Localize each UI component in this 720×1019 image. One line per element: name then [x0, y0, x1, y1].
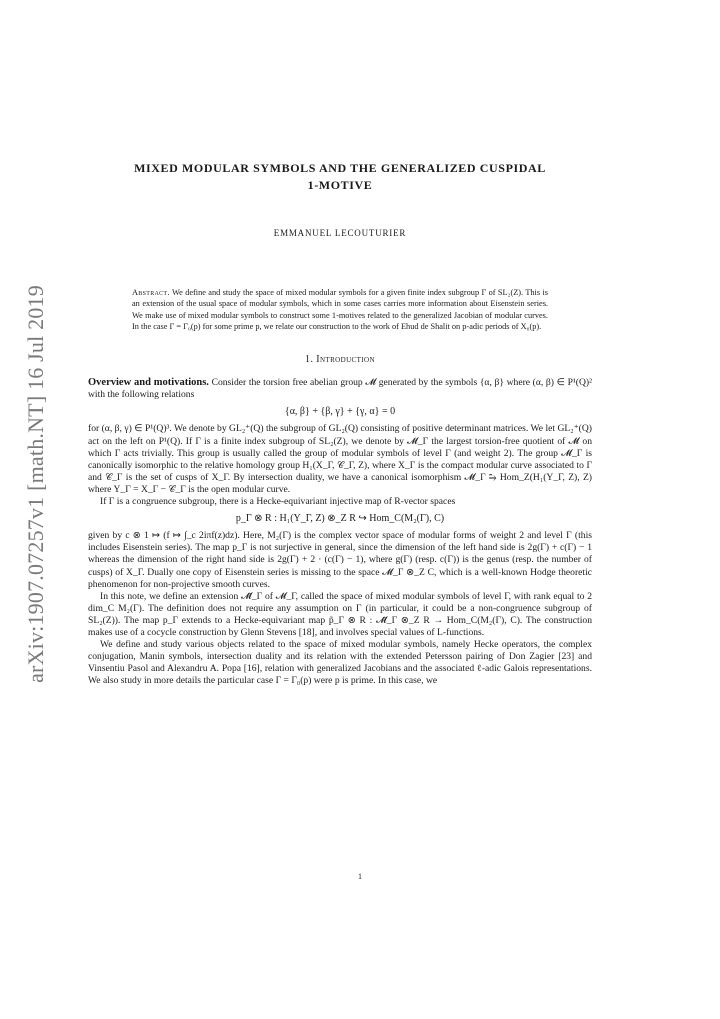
- arxiv-identifier: arXiv:1907.07257v1 [math.NT] 16 Jul 2019: [23, 285, 48, 683]
- abstract: [132, 287, 548, 332]
- equation-period-map: p_Γ ⊗ R : H₁(Y_Γ, Z) ⊗_Z R ↪ Hom_C(M₂(Γ), C): [235, 513, 445, 525]
- title-line-2: 1-MOTIVE: [307, 178, 373, 192]
- page-number: 1: [358, 872, 362, 881]
- section-heading: 1. Introduction: [305, 354, 375, 366]
- body-text: [88, 377, 592, 687]
- abstract-text: We define and study the space of mixed modular symbols for a given finite index subgroup Γ of SL₂(Z). This is an extension of the usual space of modular symbols, which in some cases carries more information about Eisenstein series. We make use of mixed modular symbols to construct some 1-motives related to the generalized Jacobian of modular curves. In the case Γ = Γ₀(p) for some prime p, we relate our construction to the work of Ehud de Shalit on p-adic periods of X₀(p).: [132, 288, 548, 331]
- author-name: EMMANUEL LECOUTURIER: [273, 228, 407, 238]
- equation-relation: {α, β} + {β, γ} + {γ, α} = 0: [284, 406, 396, 418]
- page-content: [88, 160, 592, 687]
- paper-title: [88, 160, 592, 194]
- paragraph-congruence-rest: given by c ⊗ 1 ↦ (f ↦ ∫_c 2iπf(z)dz). Here, M₂(Γ) is the complex vector space of modular forms of weight 2 and level Γ (this includes Eisenstein series). The map p_Γ is not surjective in general, since the dimension of the left hand side is 2g(Γ) + c(Γ) − 1 whereas the dimension of the right hand side is 2g(Γ) + 2 · (c(Γ) − 1), where g(Γ) (resp. c(Γ)) is the genus (resp. the number of cusps) of X_Γ. Dually one copy of Eisenstein series is missing to the space 𝓜_Γ ⊗_Z C, which is a well-known Hodge theoretic phenomenon for non-projective smooth curves.: [88, 530, 592, 590]
- paragraph-overview-intro: Consider the torsion free abelian group 𝓜 generated by the symbols {α, β} where (α, β) ∈ P¹(Q)² with the following relations: [88, 377, 593, 401]
- paragraph-congruence-intro: If Γ is a congruence subgroup, there is a Hecke-equivariant injective map of R-vector spaces: [100, 496, 456, 508]
- paragraph-overview-rest: for (α, β, γ) ∈ P¹(Q)³. We denote by GL₂⁺(Q) the subgroup of GL₂(Q) consisting of positive determinant matrices. We let GL₂⁺(Q) act on the left on P¹(Q). If Γ is a finite index subgroup of SL₂(Z), we denote by 𝓜_Γ the largest torsion-free quotient of 𝓜 on which Γ acts trivially. This group is usually called the group of modular symbols of level Γ (and weight 2). The group 𝓜_Γ is canonically isomorphic to the relative homology group H₁(X_Γ, 𝒞_Γ, Z), where X_Γ is the compact modular curve associated to Γ and 𝒞_Γ is the set of cusps of X_Γ. By intersection duality, we have a canonical isomorphism 𝓜_Γ ⥲ Hom_Z(H₁(Y_Γ, Z), Z) where Y_Γ = X_Γ − 𝒞_Γ is the open modular curve.: [88, 423, 592, 495]
- paragraph-objects: We define and study various objects related to the space of mixed modular symbols, namely Hecke operators, the complex conjugation, Manin symbols, intersection duality and its relation with the extended Petersson pairing of Don Zagier [23] and Vinsentiu Pasol and Alexandru A. Popa [16], relation with generalized Jacobians and the associated ℓ-adic Galois representations. We also study in more details the particular case Γ = Γ₀(p) were p is prime. In this case, we: [88, 639, 592, 687]
- runin-heading: Overview and motivations.: [88, 377, 209, 389]
- paragraph-overview: [88, 377, 592, 401]
- paragraph-mixed-symbols: In this note, we define an extension 𝓜̃_Γ of 𝓜_Γ, called the space of mixed modular symbols of level Γ, with rank equal to 2 dim_C M₂(Γ). The definition does not require any assumption on Γ (in particular, it could be a non-congruence subgroup of SL₂(Z)). The map p_Γ extends to a Hecke-equivariant map p̃_Γ ⊗ R : 𝓜̃_Γ ⊗_Z R → Hom_C(M₂(Γ), C). The construction makes use of a cocycle construction by Glenn Stevens [18], and involves special values of L-functions.: [88, 590, 592, 638]
- arxiv-sidebar-stamp: [18, 285, 54, 683]
- abstract-label: Abstract.: [132, 288, 170, 297]
- title-line-1: MIXED MODULAR SYMBOLS AND THE GENERALIZED CUSPIDAL: [134, 161, 546, 175]
